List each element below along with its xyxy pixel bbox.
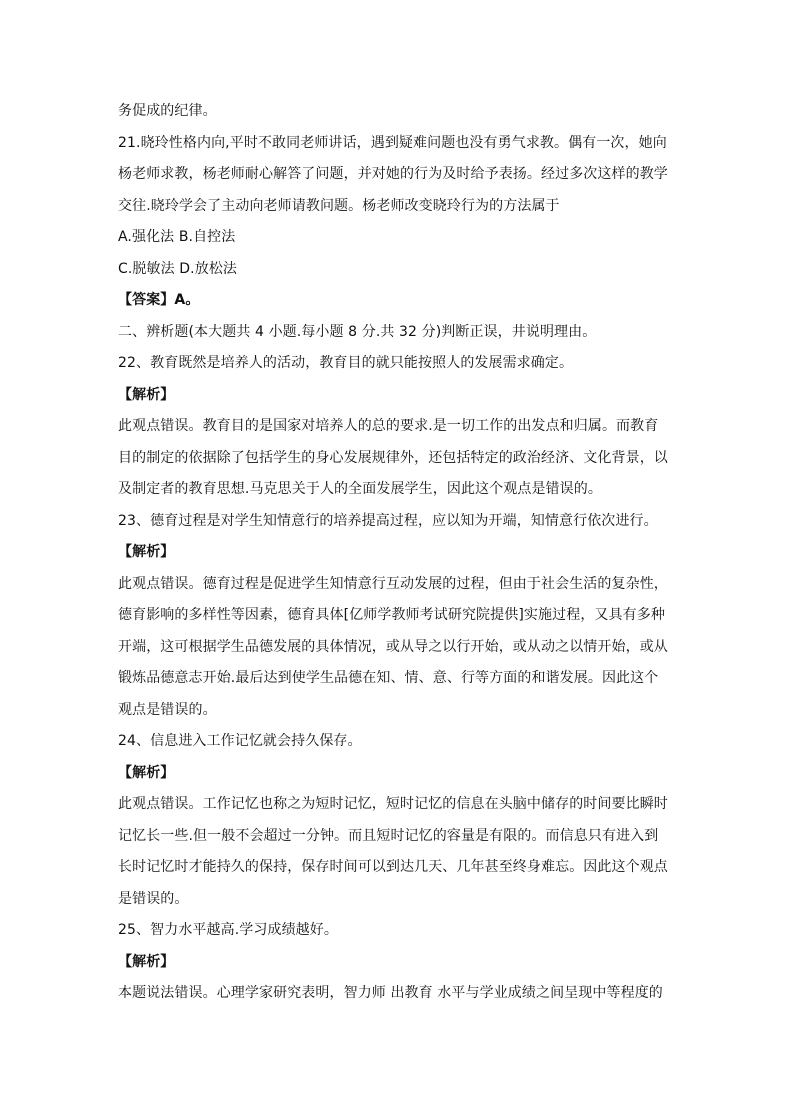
analysis-text: 是错误的。 [118, 890, 189, 907]
text-line: 务促成的纪律。 [118, 103, 217, 119]
analysis-text: 德育影响的多样性等因素，德育具体[亿师学教师考试研究院提供]实施过程，又具有多种 [118, 607, 665, 623]
question-21-options: C.脱敏法 D.放松法 [118, 260, 238, 277]
analysis-text: 此观点错误。工作记忆也称之为短时记忆，短时记忆的信息在头脑中储存的时间要比瞬时 [118, 796, 668, 812]
analysis-text: 长时记忆时才能持久的保持，保存时间可以到达几天、几年甚至终身难忘。因此这个观点 [118, 859, 668, 875]
analysis-label: 【解析】 [118, 386, 175, 403]
section-heading: 二、辨析题(本大题共 4 小题.每小题 8 分.共 32 分)判断正误，井说明理由。 [118, 323, 597, 340]
question-24-stem: 24、信息进入工作记忆就会持久保存。 [118, 733, 362, 749]
question-22-stem: 22、教育既然是培养人的活动，教育目的就只能按照人的发展需求确定。 [118, 355, 574, 371]
question-25-stem: 25、智力水平越高.学习成绩越好。 [118, 922, 338, 938]
analysis-text: 此观点错误。德育过程是促进学生知情意行互动发展的过程，但由于社会生活的复杂性， [118, 575, 668, 592]
analysis-text: 此观点错误。教育目的是国家对培养人的总的要求.是一切工作的出发点和归属。而教育 [118, 418, 659, 434]
analysis-label: 【解析】 [118, 953, 175, 970]
answer-label: 【答案】A。 [118, 292, 200, 308]
document-body [118, 96, 678, 1010]
analysis-label: 【解析】 [118, 764, 175, 781]
analysis-text: 及制定者的教育思想.马克思关于人的全面发展学生，因此这个观点是错误的。 [118, 481, 602, 497]
question-21-stem: 杨老师求教，杨老师耐心解答了问题，并对她的行为及时给予表扬。经过多次这样的教学 [118, 166, 668, 182]
question-21-stem: 交往.晓玲学会了主动向老师请教问题。杨老师改变晓玲行为的方法属于 [118, 197, 560, 214]
analysis-text: 本题说法错误。心理学家研究表明，智力师 出教育 水平与学业成绩之间呈现中等程度的 [118, 985, 663, 1001]
analysis-text: 开端，这可根据学生品德发展的具体情况，或从导之以行开始，或从动之以情开始，或从 [118, 638, 668, 655]
analysis-text: 观点是错误的。 [118, 701, 217, 718]
analysis-text: 记忆长一些.但一般不会超过一分钟。而且短时记忆的容量是有限的。而信息只有进入到 [118, 827, 659, 844]
question-21-options: A.强化法 B.自控法 [118, 229, 236, 245]
question-21-stem: 21.晓玲性格内向,平时不敢同老师讲话，遇到疑难问题也没有勇气求教。偶有一次，她向 [118, 134, 667, 151]
analysis-text: 目的制定的依据除了包括学生的身心发展规律外，还包括特定的政治经济、文化背景，以 [118, 449, 668, 466]
question-23-stem: 23、德育过程是对学生知情意行的培养提高过程，应以知为开端，知情意行依次进行。 [118, 512, 658, 529]
analysis-label: 【解析】 [118, 544, 175, 560]
analysis-text: 锻炼品德意志开始.最后达到使学生品德在知、情、意、行等方面的和谐发展。因此这个 [118, 670, 659, 686]
